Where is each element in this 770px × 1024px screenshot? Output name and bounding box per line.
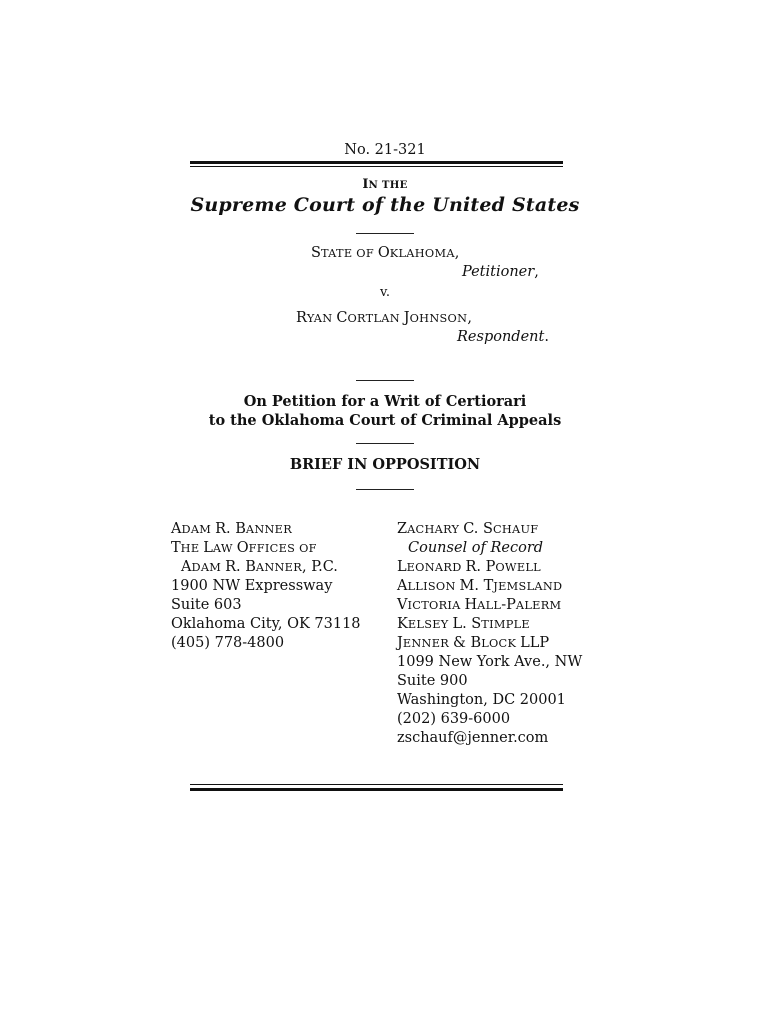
address-line: Oklahoma City, OK 73118: [171, 616, 361, 632]
counsel-name: ZACHARY C. SCHAUF: [397, 521, 539, 537]
address-line: Suite 900: [397, 673, 468, 689]
respondent-role: Respondent.: [457, 329, 549, 345]
divider-rule: [356, 489, 414, 490]
divider-rule: [356, 380, 414, 381]
counsel-name: KELSEY L. STIMPLE: [397, 616, 530, 632]
divider-rule: [356, 233, 414, 234]
phone-number: (405) 778-4800: [171, 635, 285, 651]
counsel-left-block: [171, 520, 361, 653]
petitioner-role: Petitioner,: [462, 264, 539, 280]
divider-rule: [356, 443, 414, 444]
counsel-name: VICTORIA HALL-PALERM: [397, 597, 562, 613]
docket-number: No. 21-321: [344, 142, 426, 158]
counsel-name: ALLISON M. TJEMSLAND: [397, 578, 563, 594]
address-line: Suite 603: [171, 597, 242, 613]
petitioner-name: STATE OF OKLAHOMA,: [311, 245, 460, 261]
counsel-of-record: Counsel of Record: [408, 540, 544, 556]
versus: v.: [380, 285, 390, 300]
address-line: Washington, DC 20001: [397, 692, 566, 708]
top-thick-rule: [190, 161, 563, 164]
respondent-name: RYAN CORTLAN JOHNSON,: [296, 310, 472, 326]
address-line: 1900 NW Expressway: [171, 578, 333, 594]
email-address: zschauf@jenner.com: [397, 730, 549, 746]
bottom-thick-rule: [190, 788, 563, 791]
firm-name-line-1: THE LAW OFFICES OF: [171, 540, 317, 556]
firm-name-line-2: ADAM R. BANNER, P.C.: [181, 559, 338, 575]
bottom-thin-rule: [190, 784, 563, 785]
counsel-name: ADAM R. BANNER: [171, 521, 293, 537]
address-line: 1099 New York Ave., NW: [397, 654, 583, 670]
firm-name: JENNER & BLOCK LLP: [397, 635, 550, 651]
in-the-heading: IN THE: [362, 177, 408, 192]
petition-line-2: to the Oklahoma Court of Criminal Appeals: [208, 412, 562, 429]
top-thin-rule: [190, 166, 563, 167]
counsel-right-block: [397, 520, 582, 748]
counsel-name: LEONARD R. POWELL: [397, 559, 541, 575]
petition-line-1: On Petition for a Writ of Certiorari: [243, 393, 527, 410]
phone-number: (202) 639-6000: [397, 711, 511, 727]
court-name: Supreme Court of the United States: [190, 194, 580, 216]
brief-title: BRIEF IN OPPOSITION: [289, 456, 481, 473]
